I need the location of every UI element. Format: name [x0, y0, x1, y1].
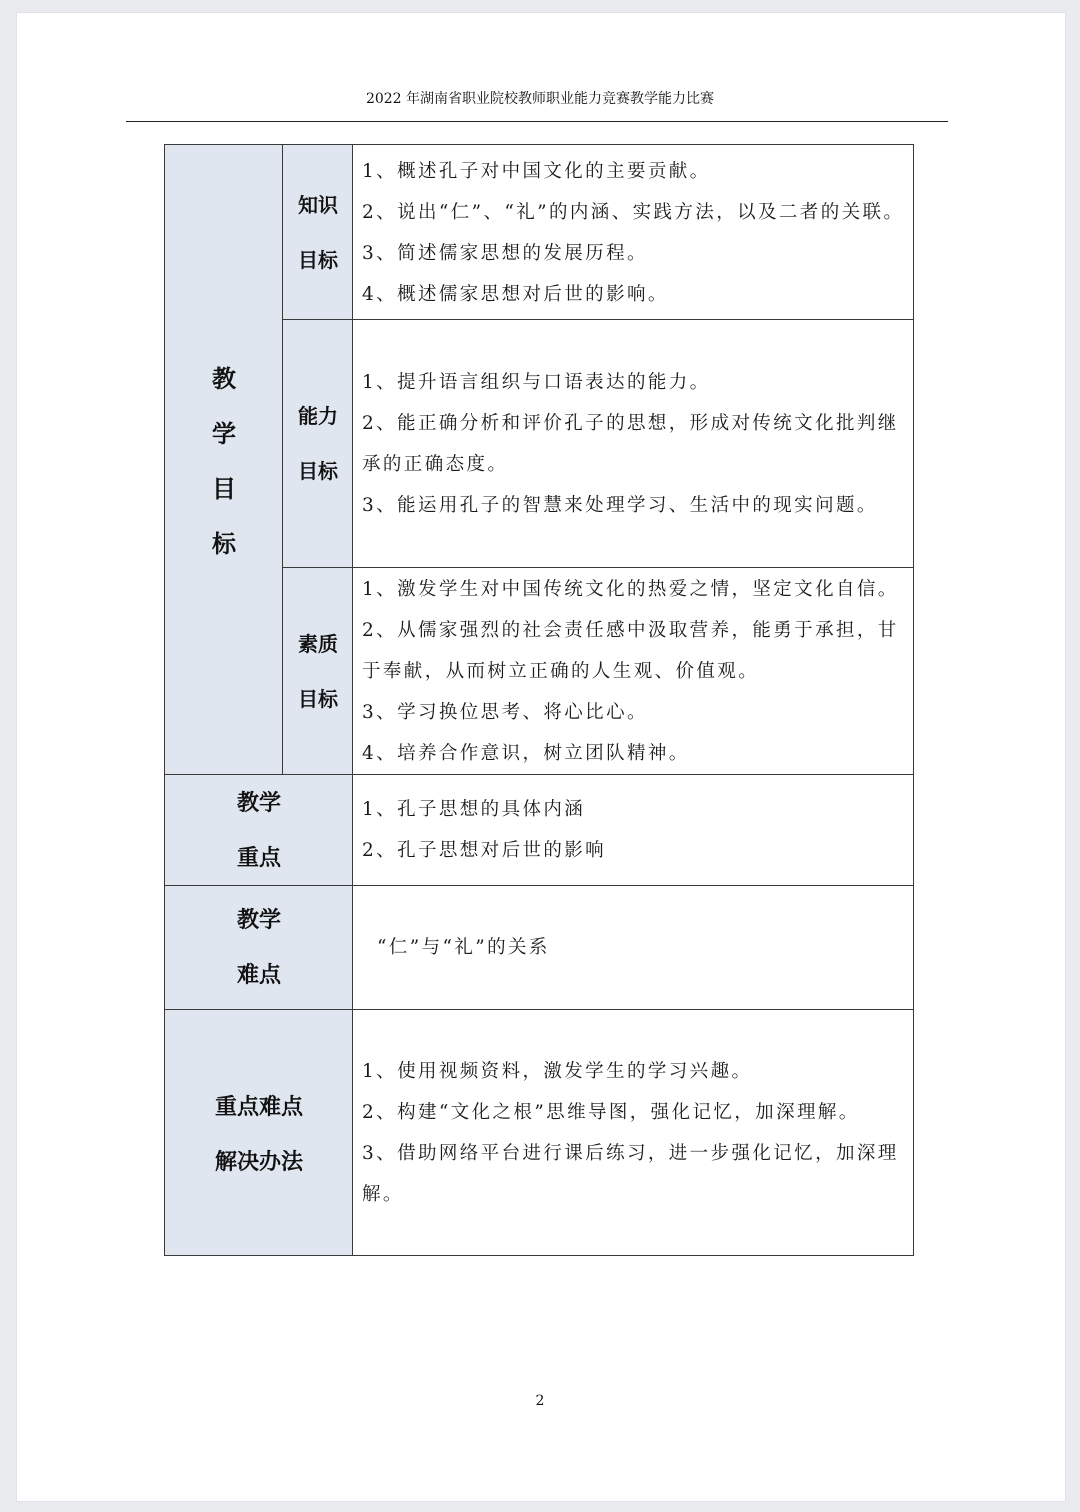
objectives-label-char: 学	[212, 420, 236, 448]
solutions-content	[362, 1051, 910, 1215]
quality-content	[362, 569, 910, 774]
knowledge-label-line: 知识	[298, 193, 338, 217]
grid-line	[282, 319, 914, 320]
solution-item: 1、使用视频资料，激发学生的学习兴趣。	[362, 1061, 753, 1082]
solutions-label	[165, 1080, 353, 1190]
key-points-label	[165, 776, 353, 886]
solution-item: 3、借助网络平台进行课后练习，进一步强化记忆，加深理	[362, 1143, 899, 1164]
quality-label-line: 目标	[298, 687, 338, 711]
difficulties-label	[165, 893, 353, 1003]
key-points-label-line: 教学	[236, 791, 281, 816]
ability-label-line: 能力	[298, 404, 338, 428]
solutions-label-line: 解决办法	[214, 1150, 303, 1175]
key-points-label-line: 重点	[236, 846, 281, 871]
knowledge-label-line: 目标	[298, 248, 338, 272]
key-points-content	[362, 789, 910, 871]
ability-content	[362, 362, 910, 526]
difficulties-label-line: 难点	[236, 963, 281, 988]
objectives-label-char: 标	[212, 530, 236, 558]
quality-item: 3、学习换位思考、将心比心。	[362, 702, 648, 723]
difficulty-item: “仁”与“礼”的关系	[377, 937, 550, 958]
key-point-item: 1、孔子思想的具体内涵	[362, 799, 586, 820]
knowledge-label	[283, 178, 353, 288]
solution-item: 解。	[362, 1184, 404, 1205]
objectives-label	[165, 352, 283, 572]
solution-item: 2、构建“文化之根”思维导图，强化记忆，加深理解。	[362, 1102, 860, 1123]
lesson-plan-table	[164, 144, 914, 1256]
ability-label-line: 目标	[298, 459, 338, 483]
objectives-label-char: 目	[212, 475, 236, 503]
header-rule	[126, 121, 948, 122]
knowledge-content	[362, 151, 910, 315]
ability-item: 3、能运用孔子的智慧来处理学习、生活中的现实问题。	[362, 495, 878, 516]
difficulties-label-line: 教学	[236, 908, 281, 933]
ability-item: 2、能正确分析和评价孔子的思想，形成对传统文化批判继	[362, 413, 899, 434]
knowledge-item: 3、简述儒家思想的发展历程。	[362, 243, 648, 264]
quality-label-line: 素质	[298, 632, 338, 656]
quality-item: 于奉献，从而树立正确的人生观、价值观。	[362, 661, 760, 682]
ability-item: 承的正确态度。	[362, 454, 509, 475]
grid-line	[282, 567, 914, 568]
quality-item: 4、培养合作意识，树立团队精神。	[362, 743, 690, 764]
grid-line	[165, 774, 914, 775]
ability-label	[283, 389, 353, 499]
difficulties-content	[377, 927, 925, 968]
objectives-label-char: 教	[212, 365, 236, 393]
ability-item: 1、提升语言组织与口语表达的能力。	[362, 372, 711, 393]
knowledge-item: 2、说出“仁”、“礼”的内涵、实践方法，以及二者的关联。	[362, 202, 905, 223]
quality-item: 1、激发学生对中国传统文化的热爱之情，坚定文化自信。	[362, 579, 899, 600]
quality-item: 2、从儒家强烈的社会责任感中汲取营养，能勇于承担，甘	[362, 620, 899, 641]
quality-label	[283, 617, 353, 727]
solutions-label-line: 重点难点	[214, 1095, 303, 1120]
page-number: 2	[535, 1393, 545, 1409]
knowledge-item: 1、概述孔子对中国文化的主要贡献。	[362, 161, 711, 182]
knowledge-item: 4、概述儒家思想对后世的影响。	[362, 284, 669, 305]
key-point-item: 2、孔子思想对后世的影响	[362, 840, 607, 861]
grid-line	[165, 1009, 914, 1010]
page-header-title: 2022 年湖南省职业院校教师职业能力竞赛教学能力比赛	[365, 91, 715, 107]
